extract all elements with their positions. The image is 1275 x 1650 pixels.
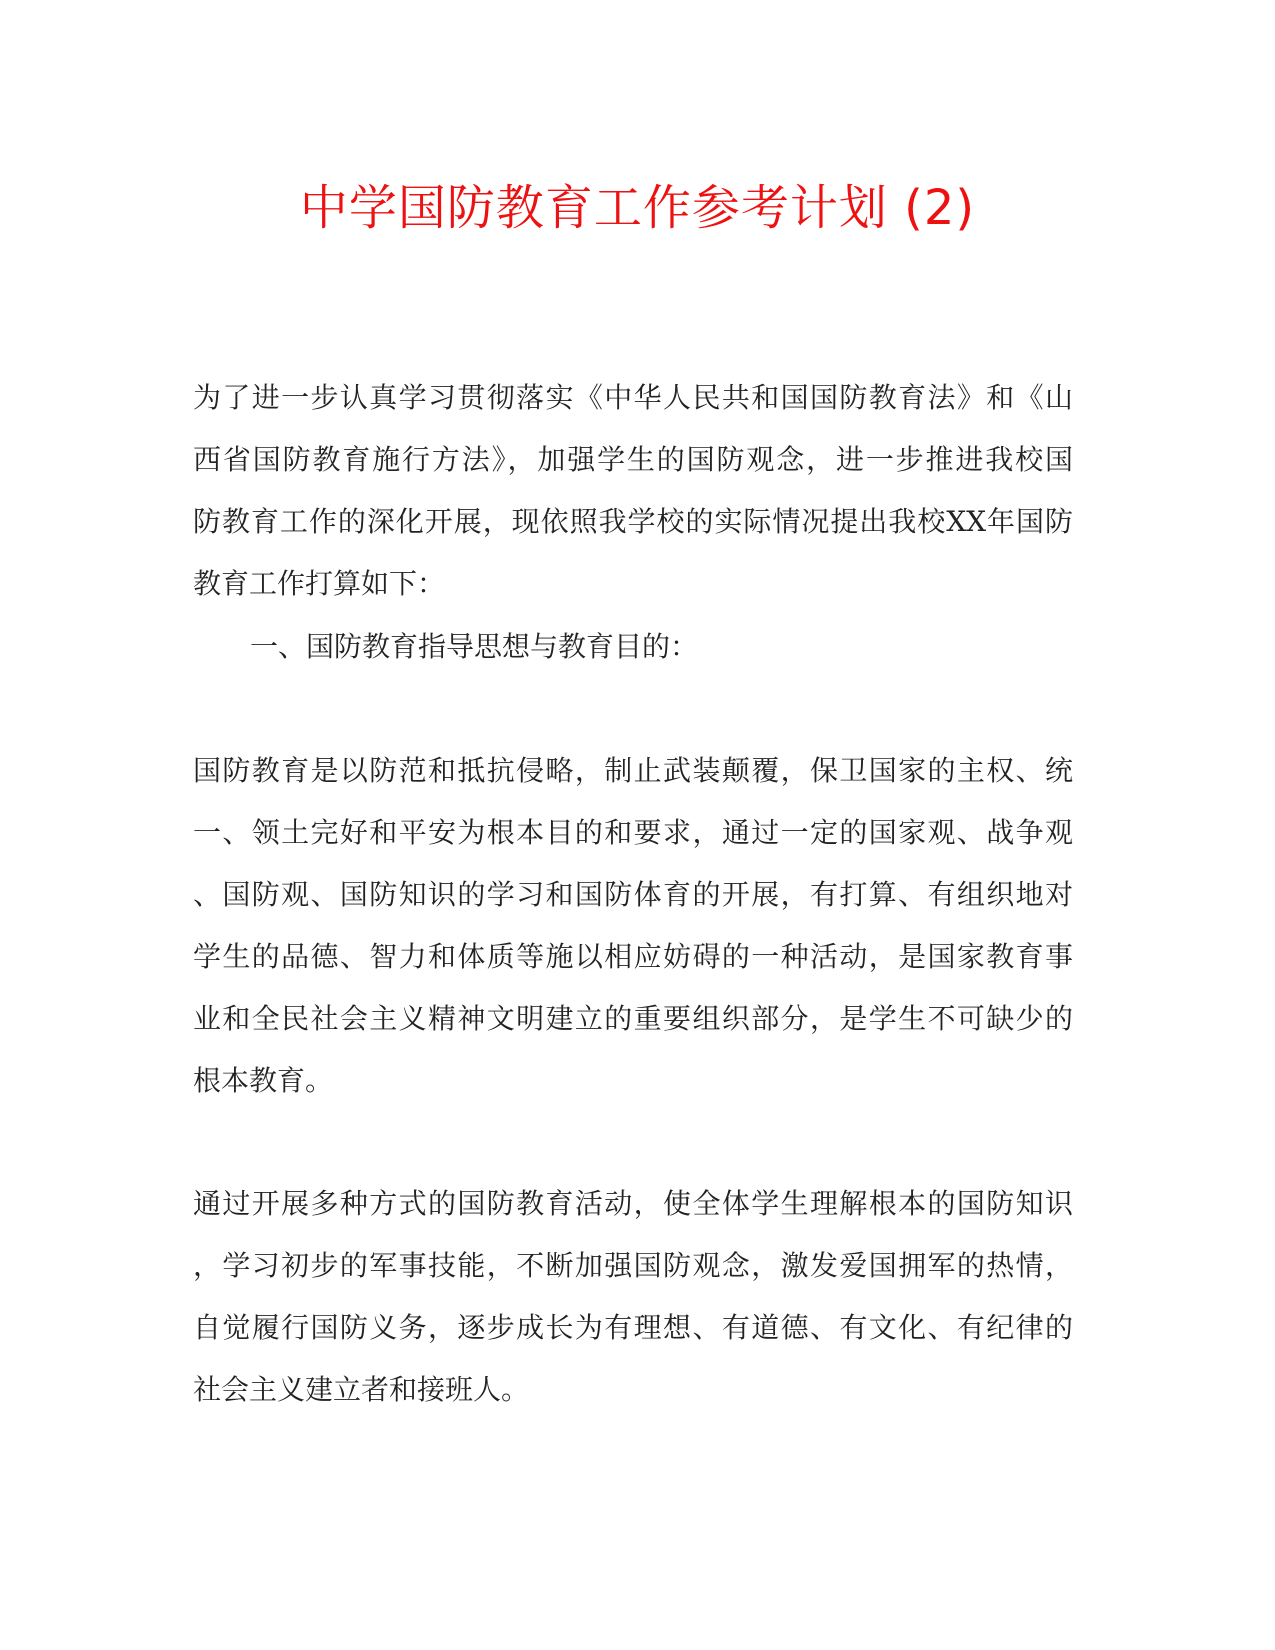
paragraph-line: 学生的品德、智力和体质等施以相应妨碍的一种活动，是国家教育事 bbox=[193, 940, 1073, 973]
paragraph-line: 一、领土完好和平安为根本目的和要求，通过一定的国家观、战争观 bbox=[193, 816, 1073, 849]
paragraph-line: 通过开展多种方式的国防教育活动，使全体学生理解根本的国防知识 bbox=[193, 1187, 1073, 1220]
section-heading: 一、国防教育指导思想与教育目的： bbox=[250, 630, 699, 663]
paragraph-line: ，学习初步的军事技能，不断加强国防观念，激发爱国拥军的热情， bbox=[193, 1249, 1073, 1282]
document-title: 中学国防教育工作参考计划 (2) bbox=[299, 180, 976, 236]
paragraph-line: 自觉履行国防义务，逐步成长为有理想、有道德、有文化、有纪律的 bbox=[193, 1311, 1073, 1344]
paragraph-line: 社会主义建立者和接班人。 bbox=[193, 1373, 530, 1406]
paragraph-line: 教育工作打算如下： bbox=[193, 567, 446, 600]
paragraph-line: 防教育工作的深化开展，现依照我学校的实际情况提出我校XX年国防 bbox=[193, 505, 1073, 538]
paragraph-line: 业和全民社会主义精神文明建立的重要组织部分，是学生不可缺少的 bbox=[193, 1002, 1073, 1035]
paragraph-line: 根本教育。 bbox=[193, 1064, 334, 1097]
paragraph-line: 西省国防教育施行方法》，加强学生的国防观念，进一步推进我校国 bbox=[193, 443, 1073, 476]
paragraph-line: 国防教育是以防范和抵抗侵略，制止武装颠覆，保卫国家的主权、统 bbox=[193, 754, 1073, 787]
paragraph-line: 为了进一步认真学习贯彻落实《中华人民共和国国防教育法》和《山 bbox=[193, 381, 1073, 414]
paragraph-line: 、国防观、国防知识的学习和国防体育的开展，有打算、有组织地对 bbox=[193, 878, 1073, 911]
